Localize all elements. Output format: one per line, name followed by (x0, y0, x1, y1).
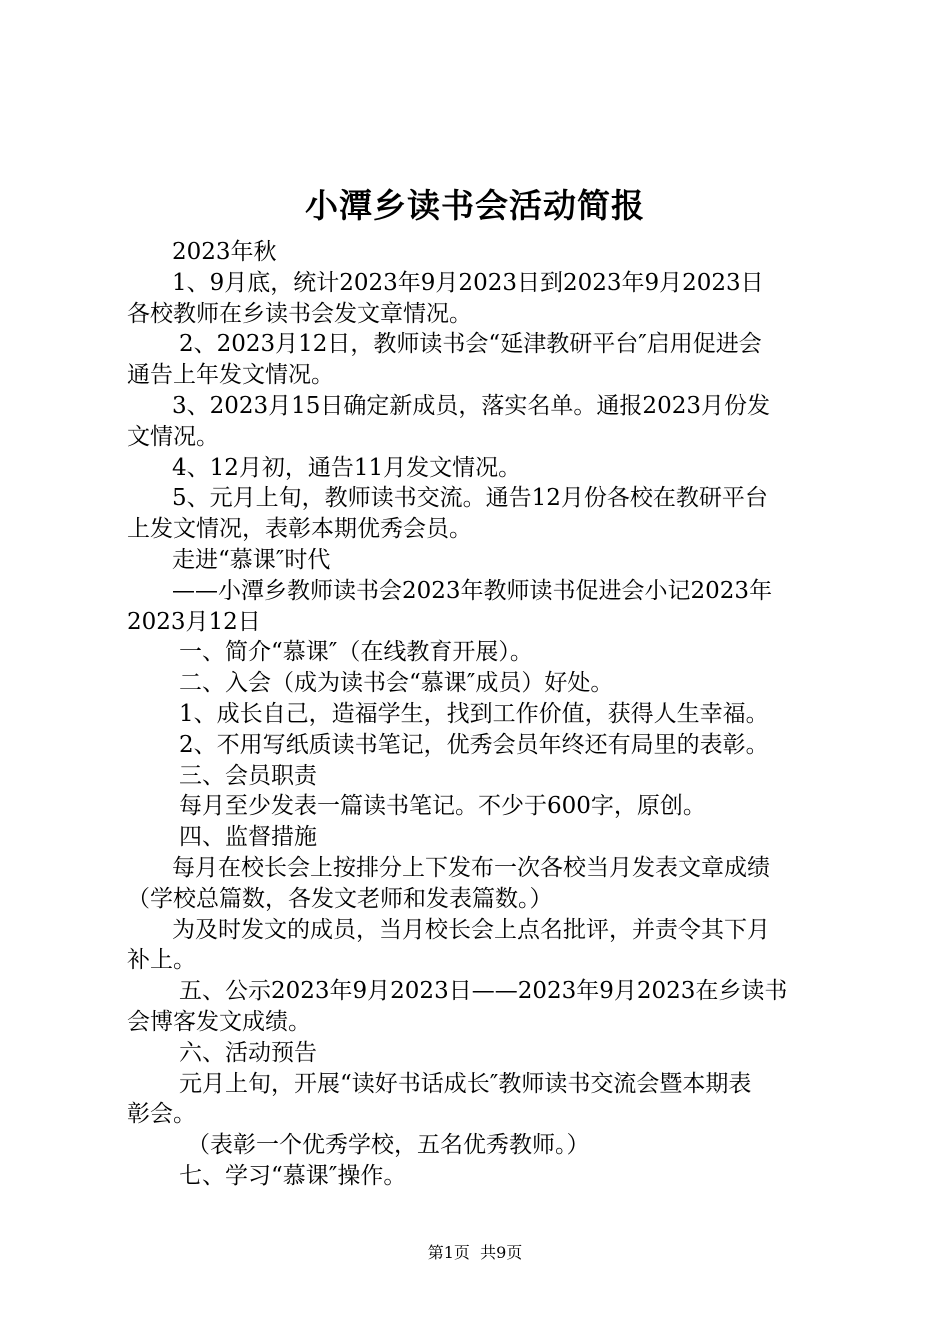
preview-text-cont: 彰会。 (127, 1101, 196, 1128)
section-heading: 走进“慕课″时代 (172, 546, 331, 573)
schedule-item-3: 3、2023月15日确定新成员，落实名单。通报2023月份发 (172, 392, 770, 419)
schedule-item-4: 4、12月初，通告11月发文情况。 (172, 454, 522, 481)
part-7-heading: 七、学习“慕课″操作。 (179, 1162, 407, 1189)
subtitle-line-cont: 2023月12日 (127, 608, 261, 635)
part-5-heading: 五、公示2023年9月2023日——2023年9月2023在乡读书 (179, 978, 788, 1005)
page-number: 第1页 (427, 1243, 470, 1262)
document-body (127, 237, 831, 1192)
part-5-heading-cont: 会博客发文成绩。 (127, 1008, 311, 1035)
commendation-note: （表彰一个优秀学校，五名优秀教师。） (187, 1132, 590, 1159)
document-title: 小潭乡读书会活动简报 (305, 186, 645, 225)
part-3-heading: 三、会员职责 (179, 762, 317, 789)
preview-text: 元月上旬，开展“读好书话成长″教师读书交流会暨本期表 (179, 1070, 752, 1097)
schedule-item-5-cont: 上发文情况，表彰本期优秀会员。 (127, 516, 472, 543)
benefit-1: 1、成长自己，造福学生，找到工作价值，获得人生幸福。 (179, 700, 769, 727)
semester-line: 2023年秋 (172, 239, 277, 265)
part-4-heading: 四、监督措施 (179, 824, 317, 851)
page-footer (0, 1242, 950, 1264)
schedule-item-2-cont: 通告上年发文情况。 (127, 362, 334, 389)
supervision-text-cont: （学校总篇数，各发文老师和发表篇数。） (127, 885, 553, 912)
part-2-heading: 二、入会（成为读书会“慕课″成员）好处。 (179, 670, 614, 697)
penalty-text-cont: 补上。 (127, 947, 196, 974)
schedule-item-5: 5、元月上旬，教师读书交流。通告12月份各校在教研平台 (172, 485, 768, 512)
duty-text: 每月至少发表一篇读书笔记。不少于600字，原创。 (179, 793, 706, 820)
subtitle-line: ——小潭乡教师读书会2023年教师读书促进会小记2023年 (172, 577, 773, 604)
schedule-item-3-cont: 文情况。 (127, 423, 219, 450)
part-6-heading: 六、活动预告 (179, 1039, 317, 1066)
schedule-item-2: 2、2023月12日，教师读书会“延津教研平台″启用促进会 (179, 331, 762, 358)
schedule-item-1: 1、9月底，统计2023年9月2023日到2023年9月2023日 (172, 269, 764, 296)
penalty-text: 为及时发文的成员，当月校长会上点名批评，并责令其下月 (172, 916, 770, 943)
page-total: 共9页 (480, 1243, 523, 1262)
benefit-2: 2、不用写纸质读书笔记，优秀会员年终还有局里的表彰。 (179, 731, 769, 758)
schedule-item-1-cont: 各校教师在乡读书会发文章情况。 (127, 300, 472, 327)
part-1-heading: 一、简介“慕课″（在线教育开展）。 (179, 639, 533, 666)
supervision-text: 每月在校长会上按排分上下发布一次各校当月发表文章成绩 (172, 854, 770, 881)
